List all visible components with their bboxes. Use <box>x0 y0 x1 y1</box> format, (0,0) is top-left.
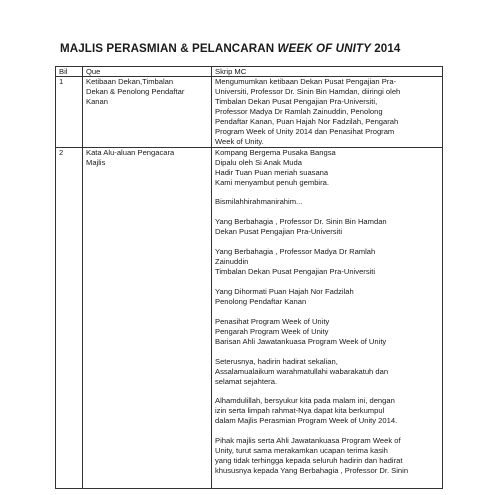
skrip-paragraph: Kompang Bergema Pusaka Bangsa Dipalu oleh Si Anak Muda Hadir Tuan Puan meriah suasana Kami menyambut penuh gembira. <box>215 147 336 187</box>
table-header-row <box>56 67 443 77</box>
que-text: Ketibaan Dekan,Timbalan Dekan & Penolong Pendaftar Kanan <box>86 77 185 106</box>
cell-bil <box>56 147 83 488</box>
title-italic: WEEK OF UNITY <box>277 42 371 55</box>
document-title <box>60 42 400 55</box>
paragraph-gap <box>215 426 439 436</box>
bil-value: 2 <box>59 147 64 157</box>
skrip-paragraph: Seterusnya, hadirin hadirat sekalian, Assalamualaikum warahmatullahi wabarakatuh dan selamat sejahtera. <box>215 356 389 386</box>
cell-que <box>83 77 212 148</box>
table-row <box>56 77 443 148</box>
cell-skrip <box>212 77 443 148</box>
paragraph-gap <box>215 207 439 217</box>
title-suffix: 2014 <box>370 42 401 55</box>
skrip-paragraph: Penasihat Program Week of Unity Pengarah Program Week of Unity Barisan Ahli Jawatankuasa Program Week of Unity <box>215 316 387 346</box>
table-row <box>56 147 443 488</box>
skrip-paragraph: Yang Dihormati Puan Hajah Nor Fadzilah Penolong Pendaftar Kanan <box>215 286 354 306</box>
title-prefix: MAJLIS PERASMIAN & PELANCARAN <box>60 42 278 55</box>
header-skrip: Skrip MC <box>212 67 443 77</box>
paragraph-gap <box>215 187 439 197</box>
cell-bil <box>56 77 83 148</box>
skrip-paragraph: Alhamdulillah, bersyukur kita pada malam ini, dengan izin serta limpah rahmat-Nya dapat kita berkumpul dalam Majlis Perasmian Program Week of Unity 2014. <box>215 396 398 426</box>
cell-que <box>83 147 212 488</box>
skrip-paragraph: Yang Berbahagia , Professor Madya Dr Ramlah Zainuddin Timbalan Dekan Pusat Pengajian Pra-Universiti <box>215 247 376 277</box>
que-text: Kata Alu-aluan Pengacara Majlis <box>86 147 175 167</box>
paragraph-gap <box>215 237 439 247</box>
paragraph-gap <box>215 386 439 396</box>
bil-value: 1 <box>59 77 64 86</box>
header-bil: Bil <box>56 67 83 77</box>
cell-skrip <box>212 147 443 488</box>
skrip-paragraph: Pihak majlis serta Ahli Jawatankuasa Program Week of Unity, turut sama merakamkan ucapan terima kasih yang tidak terhingga kepada seluruh hadirin dan hadirat khususnya kepada Yang Berbahagia , Professor Dr. Sinin <box>215 436 409 476</box>
agenda-table <box>55 66 443 489</box>
paragraph-gap <box>215 307 439 317</box>
paragraph-gap <box>215 277 439 287</box>
header-que: Que <box>83 67 212 77</box>
paragraph-gap <box>215 347 439 357</box>
skrip-paragraph: Yang Berbahagia , Professor Dr. Sinin Bin Hamdan Dekan Pusat Pengajian Pra-Universiti <box>215 217 387 237</box>
skrip-paragraph: Mengumumkan ketibaan Dekan Pusat Pengajian Pra- Universiti, Professor Dr. Sinin Bin Hamdan, diiringi oleh Timbalan Dekan Pusat Pengajian Pra-Universiti, Professor Madya Dr Ramlah Zainuddin, Penolong Pendaftar Kanan, Puan Hajah Nor Fadzilah, Pengarah Program Week of Unity 2014 dan Penasihat Program Week of Unity. <box>215 77 401 146</box>
skrip-paragraph: Bismilahhirahmanirahim... <box>215 197 303 207</box>
